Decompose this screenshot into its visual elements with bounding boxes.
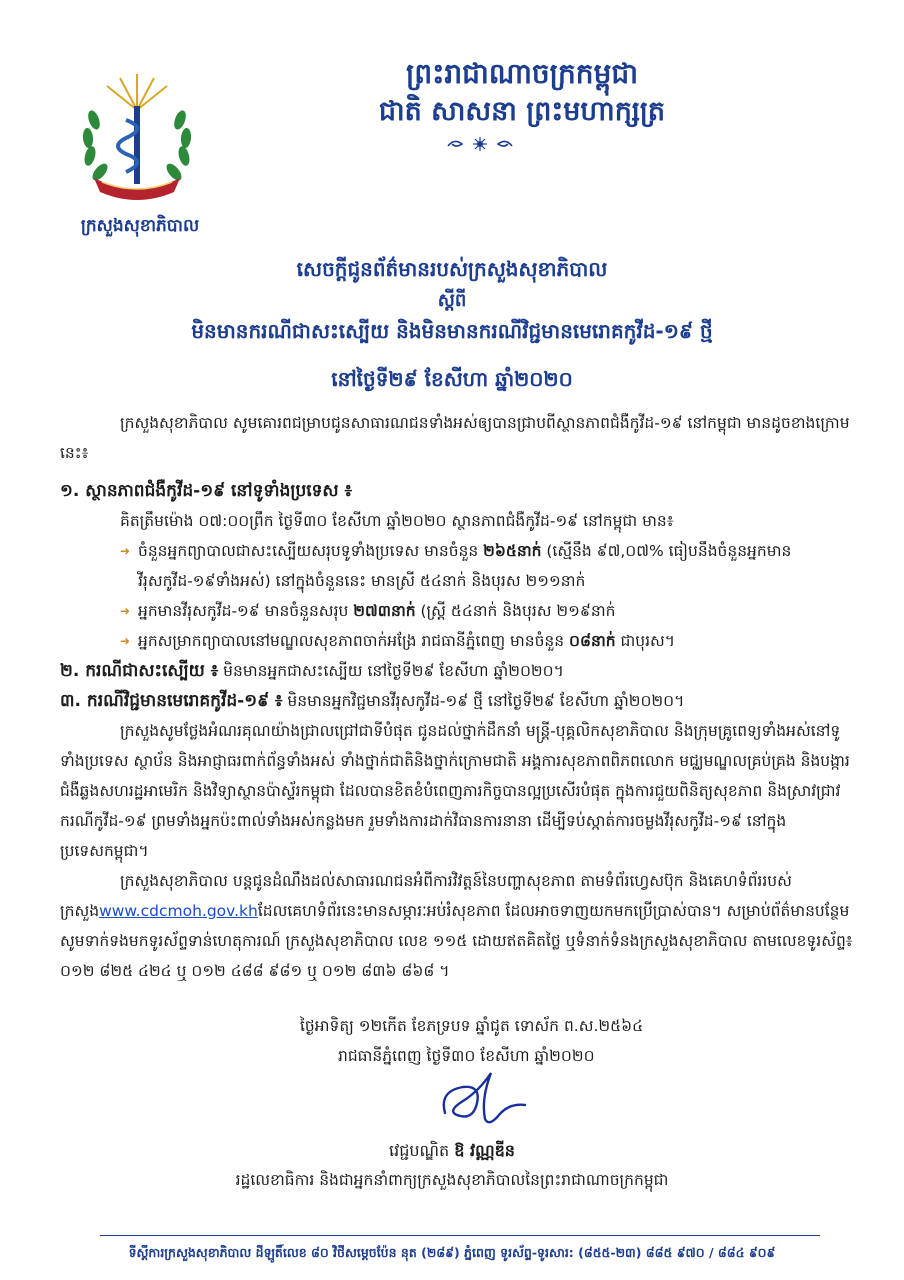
signature-icon bbox=[425, 1065, 535, 1135]
document-body bbox=[60, 408, 860, 986]
section-3-heading: ៣. ករណីវិជ្ជមានមេរោគកូវីដ-១៩ ៖ bbox=[60, 691, 283, 711]
kingdom-motto: ជាតិ សាសនា ព្រះមហាក្សត្រ bbox=[378, 96, 666, 127]
bullet-text: អ្នកមានវីរុសកូវីដ-១៩ មានចំនួនសរុប ២៧៣នាក់ (ស្ត្រី ៥៤នាក់ និងបុរស ២១៩នាក់ bbox=[138, 602, 616, 620]
section-3 bbox=[60, 686, 860, 716]
signer-name: ឱ វណ្ណឌីន bbox=[454, 1141, 515, 1160]
document-title: សេចក្តីជូនព័ត៌មានរបស់ក្រសួងសុខាភិបាល bbox=[296, 257, 608, 281]
place-date: រាជធានីភ្នំពេញ ថ្ងៃទី៣០ ខែសីហា ឆ្នាំ២០២០ bbox=[338, 1047, 595, 1065]
list-item bbox=[60, 596, 860, 626]
website-link[interactable]: www.cdcmoh.gov.kh bbox=[99, 902, 258, 920]
arrow-bullet-icon: ➜ bbox=[120, 544, 131, 558]
thanks-paragraph: ក្រសួងសូមថ្លែងអំណរគុណយ៉ាងជ្រាលជ្រៅជាទីបំផុត ជូនដល់ថ្នាក់ដឹកនាំ មន្ត្រី-បុគ្គលិកសុខាភិបាល និងក្រុមគ្រូពេទ្យទាំងអស់នៅទូទាំងប្រទេស ស្ថាប័ន និងអាជ្ញាធរពាក់ព័ន្ធទាំងអស់ ទាំងថ្នាក់ជាតិនិងថ្នាក់ក្រោមជាតិ អង្គការសុខភាពពិភពលោក មជ្ឈមណ្ឌលគ្រប់គ្រង និងបង្ការជំងឺឆ្លងសហរដ្ឋអាមេរិក និងវិទ្យាស្ថានប៉ាស្ទ័រកម្ពុជា ដែលបានខិតខំបំពេញភារកិច្ចបានល្អប្រសើរបំផុត ក្នុងការជួយពិនិត្យសុខភាព និងស្រាវជ្រាវករណីកូវីដ-១៩ ព្រមទាំងអ្នកប៉ះពាល់ទាំងអស់កន្លងមក រួមទាំងការដាក់វិធានការនានា ដើម្បីទប់ស្កាត់ការចម្លងវីរុសកូវីដ-១៩ នៅក្នុងប្រទេសកម្ពុជា។ bbox=[60, 722, 850, 860]
ministry-logo-icon bbox=[72, 70, 202, 210]
intro-paragraph: ក្រសួងសុខាភិបាល សូមគោរពជម្រាបជូនសាធារណជនទាំងអស់ឲ្យបានជ្រាបពីស្ថានភាពជំងឺកូវីដ-១៩ នៅកម្ពុជា មានដូចខាងក្រោមនេះ៖ bbox=[60, 414, 850, 462]
arrow-bullet-icon: ➜ bbox=[120, 634, 131, 648]
ministry-name: ក្រសួងសុខាភិបាល bbox=[80, 216, 200, 236]
list-item bbox=[60, 626, 860, 656]
bullet-text: អ្នកសម្រាកព្យាបាលនៅមណ្ឌលសុខភាពចាក់អង្រែ រាជធានីភ្នំពេញ មានចំនួន ០៨នាក់ ជាបុរស។ bbox=[138, 632, 676, 650]
section-2-heading: ២. ករណីជាសះស្បើយ ៖ bbox=[60, 661, 219, 681]
footer-divider bbox=[100, 1235, 820, 1236]
advice-paragraph: ក្រសួងសុខាភិបាល បន្តជូនដំណឹងដល់សាធារណជនអំពីការវិវត្តន៍នៃបញ្ហាសុខភាព តាមទំព័រហ្វេសប៊ុក និងគេហទំព័ររបស់ក្រសួងwww.cdcmoh.gov.khដែលគេហទំព័រនេះមានសម្ភារៈអប់រំសុខភាព ដែលអាចទាញយកមកប្រើប្រាស់បាន។ សម្រាប់ព័ត៌មានបន្ថែម សូមទាក់ទងមកទូរស័ព្ទទាន់ហេតុការណ៍ ក្រសួងសុខាភិបាល លេខ ១១៥ ដោយឥតគិតថ្លៃ ឬទំនាក់ទំនងក្រសួងសុខាភិបាល តាមលេខទូរស័ព្ទ៖ ០១២ ៨២៥ ៤២៤ ឬ ០១២ ៤៨៨ ៩៨១ ឬ ០១២ ៨៣៦ ៨៦៨ ។ bbox=[60, 872, 853, 980]
bullet-text: ចំនួនអ្នកព្យាបាលជាសះស្បើយសរុបទូទាំងប្រទេស មានចំនួន ២៦៥នាក់ (ស្មើនឹង ៩៧,០៧% ធៀបនឹងចំនួនអ្នកមានវីរុសកូវីដ-១៩ទាំងអស់) នៅក្នុងចំនួននេះ មានស្រី ៥៤នាក់ និងបុរស ២១១នាក់ bbox=[138, 542, 792, 590]
document-subject: មិនមានករណីជាសះស្បើយ និងមិនមានករណីវិជ្ជមានមេរោគកូវីដ-១៩ ថ្មី bbox=[191, 319, 713, 343]
section-1-lead: គិតត្រឹមម៉ោង ០៧:០០ព្រឹក ថ្ងៃទី៣០ ខែសីហា ឆ្នាំ២០២០ ស្ថានភាពជំងឺកូវីដ-១៩ នៅកម្ពុជា មាន៖ bbox=[120, 512, 674, 530]
signer-title: រដ្ឋលេខាធិការ និងជាអ្នកនាំពាក្យក្រសួងសុខាភិបាលនៃព្រះរាជាណាចក្រកម្ពុជា bbox=[235, 1171, 669, 1189]
list-item bbox=[60, 536, 860, 596]
ornament-divider-icon bbox=[440, 134, 520, 154]
section-2-text: មិនមានអ្នកជាសះស្បើយ នៅថ្ងៃទី២៩ ខែសីហា ឆ្នាំ២០២០។ bbox=[218, 662, 564, 680]
section-3-text: មិនមានអ្នកវិជ្ជមានវីរុសកូវីដ-១៩ ថ្មី នៅថ្ងៃទី២៩ ខែសីហា ឆ្នាំ២០២០។ bbox=[282, 692, 685, 710]
arrow-bullet-icon: ➜ bbox=[120, 604, 131, 618]
signer-name-line: វេជ្ជបណ្ឌិត ឱ វណ្ណឌីន bbox=[389, 1141, 515, 1160]
document-date: នៅថ្ងៃទី២៩ ខែសីហា ឆ្នាំ២០២០ bbox=[331, 367, 573, 391]
lunar-date: ថ្ងៃអាទិត្យ ១២កើត ខែភទ្របទ ឆ្នាំជូត ទោស័ក ព.ស.២៥៦៤ bbox=[300, 1017, 644, 1035]
kingdom-title: ព្រះរាជាណាចក្រកម្ពុជា bbox=[405, 57, 638, 90]
section-1-heading: ១. ស្ថានភាពជំងឺកូវីដ-១៩ នៅទូទាំងប្រទេស ៖ bbox=[60, 481, 352, 501]
footer-address: ទីស្តីការក្រសួងសុខាភិបាល ដីឡូតិ៍លេខ ៨០ វិថីសម្តេចប៉ែន នុត (២៨៩) ភ្នំពេញ ទូរស័ព្ទ-ទូរសារ: (៨៥៥-២៣) ៨៨៥ ៩៧០ / ៨៨៤ ៩០៩ bbox=[128, 1245, 776, 1260]
document-subject-label: ស្តីពី bbox=[437, 290, 467, 311]
section-2 bbox=[60, 656, 860, 686]
